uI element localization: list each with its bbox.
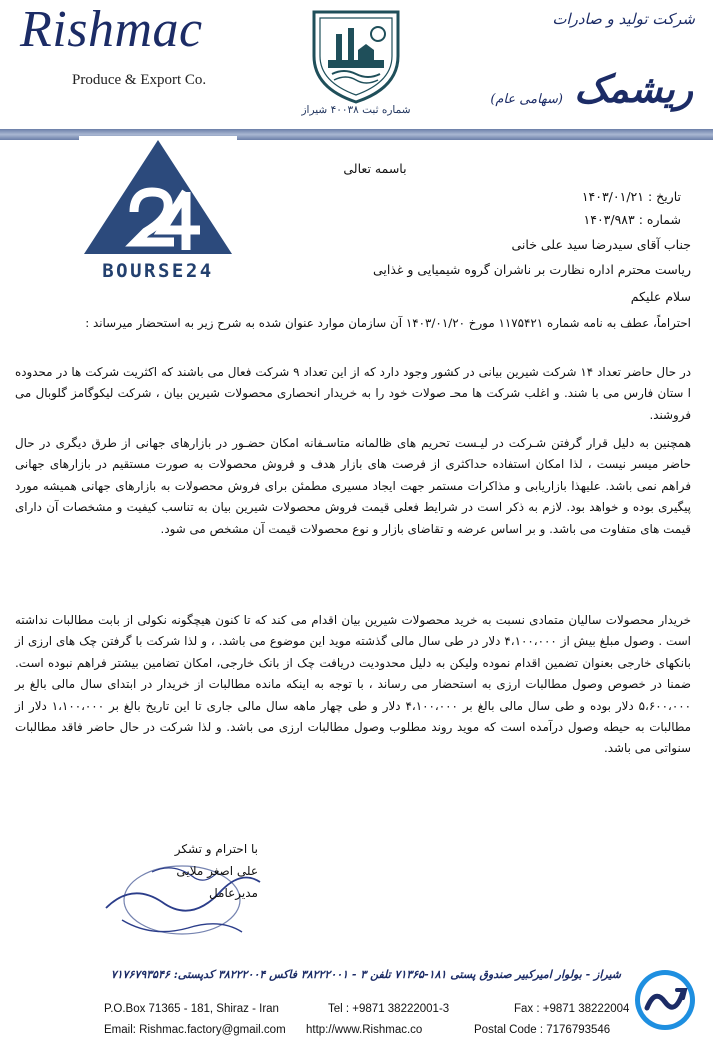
brand-tagline-fa: شرکت تولید و صادرات: [552, 10, 695, 28]
recipient-title: ریاست محترم اداره نظارت بر ناشران گروه شیمیایی و غذایی: [372, 262, 691, 277]
company-emblem-icon: [308, 4, 404, 104]
signer-name: علی اصغر ملایی: [176, 864, 258, 878]
footer-email[interactable]: Email: Rishmac.factory@gmail.com: [104, 1024, 286, 1036]
closing-text: با احترام و تشکر: [174, 842, 258, 856]
recipient-name: جناب آقای سیدرضا سید علی خانی: [511, 237, 691, 252]
paragraph-receivables: خریدار محصولات سالیان متمادی نسبت به خرید محصولات شیرین بیان اقدام می کند که تا کنون هیچگونه نکولی از بابت مطالبات نداشته است . وصول مبلغ بیش از ۴،۱۰۰،۰۰۰ دلار در طی سال مالی گذشته موید این موضوع می باشد. ، و لذا شرکت با گرفتن چک های ارزی از بانکهای خارجی بعنوان تضمین اقدام نموده ولیکن به دلیل محدودیت دریافت چک از بانک خارجی، امکان تضامین بیشتر فراهم نبوده است. ضمنا در خصوص وصول مطالبات ارزی به استحضار می رساند ، با توجه به اینکه مانده مطالبات از خریدار در ابتدای سال مالی بالغ بر ۵،۶۰۰،۰۰۰ دلار بوده و طی سال مالی بالغ بر ۴،۱۰۰،۰۰۰ دلار و طی چهار ماهه سال مالی جاری تا این تاریخ بالغ بر ۱،۱۰۰،۰۰۰ دلار از مطالبات به حیطه وصول درآمده است که موید روند مطلوب وصول مطالبات ارزی می باشد. و لذا شرکت در حال حاضر فاقد مطالبات سنواتی می باشد.: [15, 613, 691, 756]
footer-postal-code: Postal Code : 7176793546: [474, 1024, 611, 1036]
footer-tel: Tel : +9871 38222001-3: [328, 1003, 450, 1015]
greeting: سلام علیکم: [630, 289, 691, 304]
footer-website[interactable]: http://www.Rishmac.co: [306, 1024, 423, 1036]
bourse-badge-icon: [633, 968, 697, 1032]
bourse24-logo-icon: [82, 138, 234, 256]
paragraph-market: در حال حاضر تعداد ۱۴ شرکت شیرین بیانی در کشور وجود دارد که از این تعداد ۹ شرکت فعال می باشند که اکثریت شرکت ها در محدوده ا ستان فارس می با شند. و اغلب شرکت ها محـ صولات خود را به خریدار انحصاری محصولات شیرین بیان ، شرکت لیکوگامز گلوبال می فروشند.: [15, 365, 691, 422]
footer-pobox: P.O.Box 71365 - 181, Shiraz - Iran: [104, 1003, 279, 1015]
brand-name-fa: ریشمک: [574, 66, 693, 111]
letter-number: شماره : ۱۴۰۳/۹۸۳: [583, 212, 681, 227]
brand-subtitle: Produce & Export Co.: [72, 72, 207, 88]
watermark-text: BOURSE24: [102, 260, 214, 282]
footer-address-fa: شیراز - بولوار امیرکبیر صندوق پستی ۱۸۱-۷۱۳۶۵ تلفن ۳ - ۳۸۲۲۲۰۰۱ فاکس ۳۸۲۲۲۰۰۴ کدپستی: ۷۱۷۶۷۹۳۵۴۶: [110, 968, 621, 981]
registration-number: شماره ثبت ۴۰۰۳۸ شیراز: [301, 104, 411, 116]
signer-title: مدیرعامل: [208, 886, 258, 900]
footer-fax: Fax : +9871 38222004: [514, 1003, 630, 1015]
brand-company-type-fa: (سهامی عام): [490, 92, 563, 107]
closing-block: [128, 838, 258, 904]
bismillah: باسمه تعالی: [343, 161, 407, 176]
brand-name-latin: Rishmac: [20, 1, 203, 58]
paragraph-sanctions: همچنین به دلیل قرار گرفتن شـرکت در لیـست تحریم های ظالمانه متاسـفانه امکان حضـور در بازارهای جهانی از طرق دیگری در حال حاضر میسر نیست ، لذا امکان استفاده حداکثری از فرصت های بازار هدف و فروش محصولات به صورت مستقیم در بازارهای جهانی فراهم نمی باشد. علیهذا بازاریابی و مذاکرات مستمر جهت ایجاد مسیری مطمئن برای فروش محصولات به بازارهای جهانی همیشه مورد پیگیری بوده و خواهد بود. لازم به ذکر است در شرایط فعلی قیمت فروش محصولات شیرین بیان به تناسب کیفیت و مشخصات آن دارای قیمت های متفاوت می باشد. و بر اساس عرضه و تقاضای بازار و نوع محصولات قیمت آن مشخص می شود.: [15, 436, 691, 536]
letter-date: تاریخ : ۱۴۰۳/۰۱/۲۱: [581, 189, 681, 204]
paragraph-intro: احتراماً، عطف به نامه شماره ۱۱۷۵۴۲۱ مورخ ۱۴۰۳/۰۱/۲۰ آن سازمان موارد عنوان شده به شرح زیر به استحضار میرساند :: [85, 316, 691, 330]
